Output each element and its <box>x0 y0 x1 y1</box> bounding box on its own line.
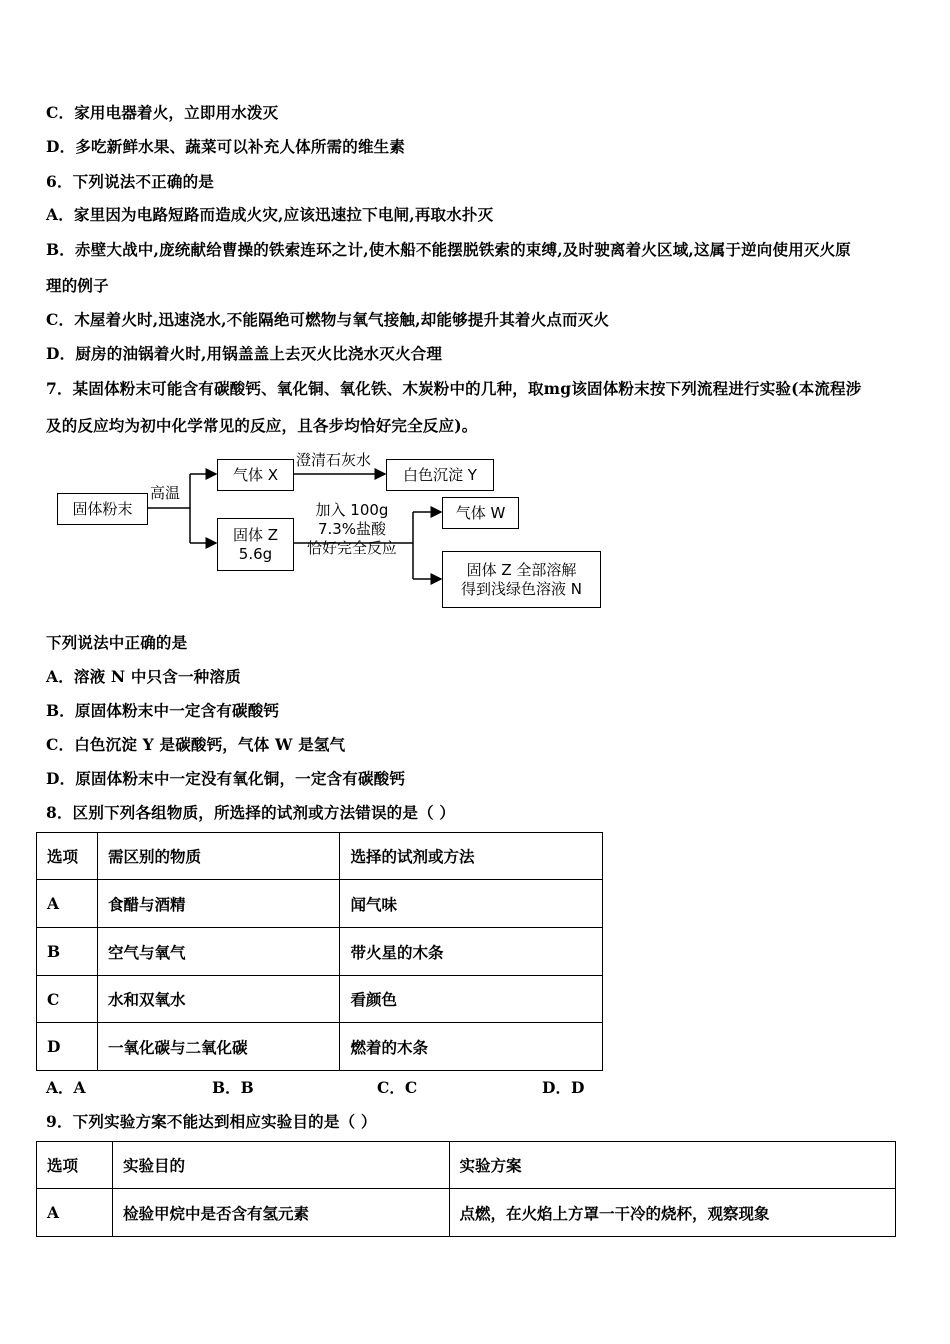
table-row <box>37 1189 896 1237</box>
table-cell: 水和双氧水 <box>97 976 340 1023</box>
table-cell: 检验甲烷中是否含有氢元素 <box>112 1189 449 1237</box>
q9-question: 9．下列实验方案不能达到相应实验目的是（ ） <box>46 1112 377 1131</box>
q7-prompt: 下列说法中正确的是 <box>46 633 188 652</box>
table-cell: 食醋与酒精 <box>97 880 340 928</box>
table-cell: 空气与氧气 <box>97 928 340 976</box>
gas-w-box <box>442 497 519 529</box>
table-row <box>37 976 603 1023</box>
q6-question: 6．下列说法不正确的是 <box>46 172 214 191</box>
limewater-label: 澄清石灰水 <box>296 451 372 469</box>
q5-option-d: D．多吃新鲜水果、蔬菜可以补充人体所需的维生素 <box>46 137 406 156</box>
table-row <box>37 1023 603 1071</box>
q5-option-c: C．家用电器着火，立即用水泼灭 <box>46 103 279 122</box>
table-header-row <box>37 1142 896 1189</box>
white-ppt-y-box <box>386 459 494 491</box>
table-cell: A <box>37 1189 113 1237</box>
white-ppt-y-label: 白色沉淀 Y <box>403 465 477 484</box>
q9-table <box>36 1141 896 1237</box>
header-cell: 实验方案 <box>449 1142 895 1189</box>
q6-option-c: C．木屋着火时,迅速浇水,不能隔绝可燃物与氧气接触,却能够提升其着火点而灭火 <box>46 310 610 329</box>
q6-option-b-cont: 理的例子 <box>46 276 109 295</box>
header-cell: 选项 <box>37 1142 113 1189</box>
q7-question: 7．某固体粉末可能含有碳酸钙、氧化铜、氧化铁、木炭粉中的几种，取mg该固体粉末按下列流程进行实验(本流程涉 <box>46 379 862 398</box>
gas-x-box <box>217 459 294 491</box>
q8-table <box>36 832 603 1071</box>
table-header-row <box>37 833 603 880</box>
table-row <box>37 928 603 976</box>
table-cell: 点燃，在火焰上方罩一干冷的烧杯，观察现象 <box>449 1189 895 1237</box>
table-cell: 闻气味 <box>340 880 603 928</box>
gas-w-label: 气体 W <box>455 503 506 522</box>
table-cell: D <box>37 1023 98 1071</box>
high-temp-label: 高温 <box>150 484 181 502</box>
q8-question: 8．区别下列各组物质，所选择的试剂或方法错误的是（ ） <box>46 803 456 822</box>
solid-z-box <box>217 518 294 571</box>
table-cell: 一氧化碳与二氧化碳 <box>97 1023 340 1071</box>
q6-option-b: B．赤壁大战中,庞统献给曹操的铁索连环之计,使木船不能摆脱铁索的束缚,及时驶离着火区域,这属于逆向使用灭火原 <box>46 240 851 259</box>
header-cell: 需区别的物质 <box>97 833 340 880</box>
q7-option-d: D．原固体粉末中一定没有氧化铜，一定含有碳酸钙 <box>46 769 406 788</box>
q8-answer-a: A．A <box>46 1078 86 1097</box>
q7-option-b: B．原固体粉末中一定含有碳酸钙 <box>46 701 280 720</box>
solid-z-mass: 5.6g <box>238 544 273 563</box>
header-cell: 选项 <box>37 833 98 880</box>
solid-powder-box <box>57 493 148 525</box>
q8-answer-d: D．D <box>542 1078 585 1097</box>
hcl-reagent-label <box>298 501 406 557</box>
q7-option-c: C．白色沉淀 Y 是碳酸钙，气体 W 是氢气 <box>46 735 346 754</box>
table-cell: 燃着的木条 <box>340 1023 603 1071</box>
solution-n-line2: 得到浅绿色溶液 N <box>461 579 582 598</box>
q6-option-d: D．厨房的油锅着火时,用锅盖盖上去灭火比浇水灭火合理 <box>46 344 443 363</box>
solid-z-label: 固体 Z <box>232 525 279 544</box>
header-cell: 选择的试剂或方法 <box>340 833 603 880</box>
table-cell: C <box>37 976 98 1023</box>
table-row <box>37 880 603 928</box>
gas-x-label: 气体 X <box>232 465 279 484</box>
q7-question-cont: 及的反应均为初中化学常见的反应，且各步均恰好完全反应)。 <box>46 416 478 435</box>
q6-option-a: A．家里因为电路短路而造成火灾,应该迅速拉下电闸,再取水扑灭 <box>46 205 494 224</box>
q7-option-a: A．溶液 N 中只含一种溶质 <box>46 667 241 686</box>
table-cell: A <box>37 880 98 928</box>
hcl-conc-line: 7.3%盐酸 <box>317 519 387 538</box>
q8-answer-b: B．B <box>212 1078 254 1097</box>
table-cell: 看颜色 <box>340 976 603 1023</box>
hcl-complete-line: 恰好完全反应 <box>306 538 397 557</box>
q8-answer-c: C．C <box>377 1078 418 1097</box>
solution-n-box <box>442 551 601 608</box>
solid-powder-label: 固体粉末 <box>72 499 133 518</box>
table-cell: B <box>37 928 98 976</box>
hcl-add-line: 加入 100g <box>315 501 389 519</box>
header-cell: 实验目的 <box>112 1142 449 1189</box>
solution-n-line1: 固体 Z 全部溶解 <box>466 560 577 579</box>
table-cell: 带火星的木条 <box>340 928 603 976</box>
